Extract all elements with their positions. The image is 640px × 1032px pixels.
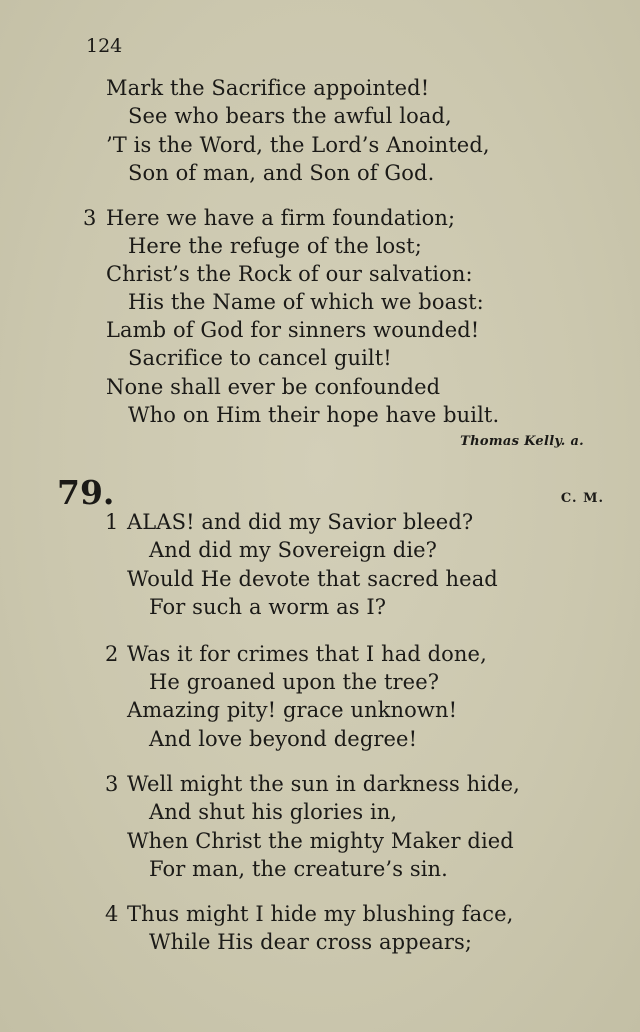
verse-line: Son of man, and Son of God. [128, 161, 435, 185]
verse-line: Was it for crimes that I had done, [127, 642, 487, 666]
verse-line: Lamb of God for sinners wounded! [106, 318, 480, 342]
verse-line: And shut his glories in, [149, 800, 398, 824]
verse-line: ALAS! and did my Savior bleed? [127, 510, 474, 534]
verse-number: 3 [105, 772, 119, 796]
verse-number: 2 [105, 642, 119, 666]
verse-number: 3 [83, 206, 97, 230]
verse-line: Who on Him their hope have built. [128, 403, 500, 427]
hymn-meter: C. M. [560, 491, 604, 506]
verse-line: None shall ever be confounded [106, 375, 441, 399]
verse-line: ’T is the Word, the Lord’s Anointed, [106, 133, 490, 157]
author-attribution: Thomas Kelly. a. [460, 434, 584, 449]
verse-line: Here we have a firm foundation; [106, 206, 456, 230]
verse-line: And love beyond degree! [149, 727, 418, 751]
verse-number: 1 [105, 510, 119, 534]
verse-line: And did my Sovereign die? [149, 538, 438, 562]
verse-number: 4 [105, 902, 119, 926]
page-number: 124 [86, 35, 123, 57]
verse-line: Amazing pity! grace unknown! [127, 698, 458, 722]
verse-line: His the Name of which we boast: [128, 290, 484, 314]
verse-line: Would He devote that sacred head [127, 567, 498, 591]
hymn-number: 79. [57, 473, 115, 512]
verse-line: While His dear cross appears; [149, 930, 473, 954]
verse-line: Thus might I hide my blushing face, [127, 902, 514, 926]
verse-line: For man, the creature’s sin. [149, 857, 448, 881]
verse-line: See who bears the awful load, [128, 104, 452, 128]
verse-line: He groaned upon the tree? [149, 670, 440, 694]
verse-line: Here the refuge of the lost; [128, 234, 422, 258]
verse-line: When Christ the mighty Maker died [127, 829, 514, 853]
verse-line: Christ’s the Rock of our salvation: [106, 262, 473, 286]
verse-line: Well might the sun in darkness hide, [127, 772, 520, 796]
verse-line: Mark the Sacrifice appointed! [106, 76, 430, 100]
verse-line: For such a worm as I? [149, 595, 387, 619]
verse-line: Sacrifice to cancel guilt! [128, 346, 392, 370]
